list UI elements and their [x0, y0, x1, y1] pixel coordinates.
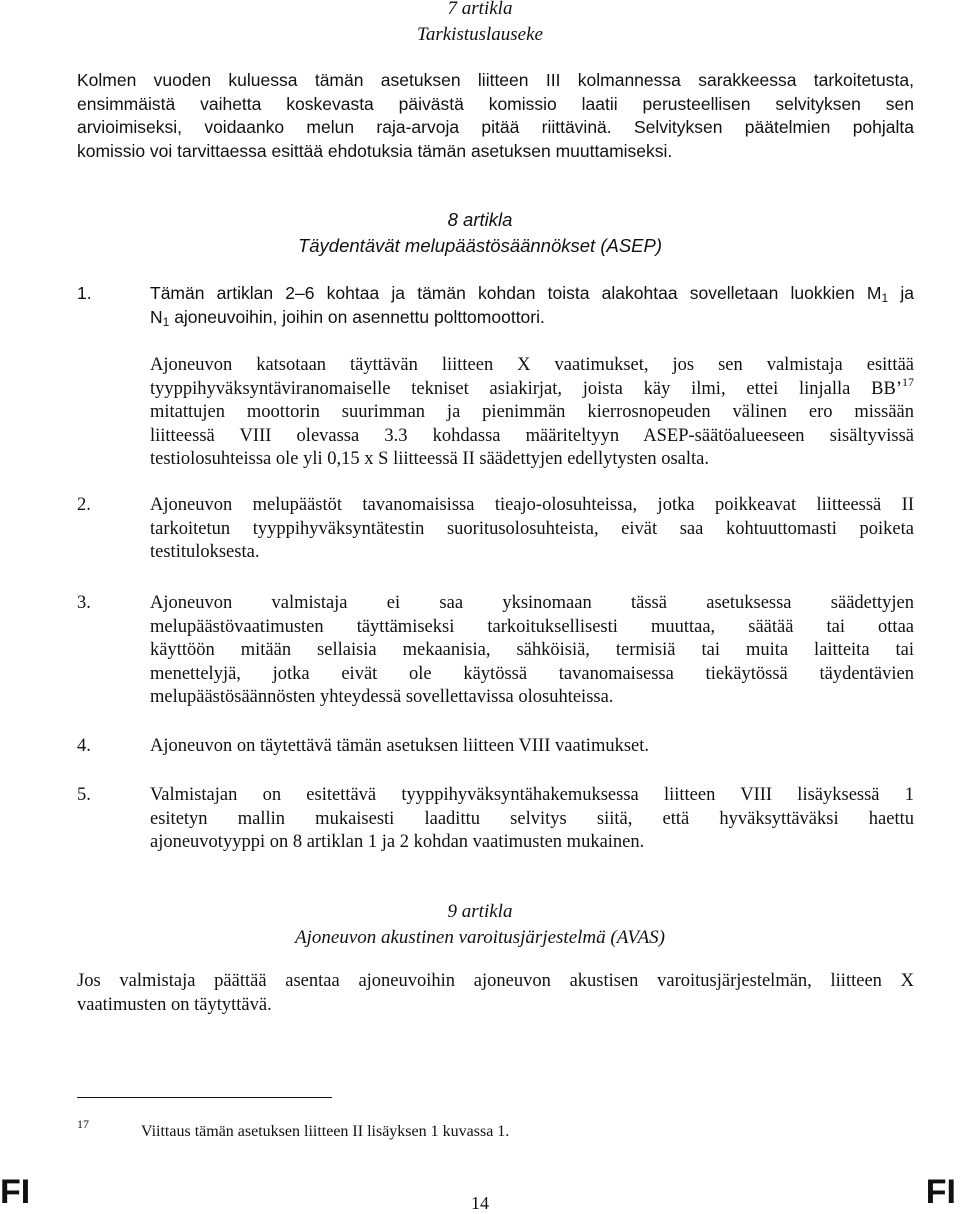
footnote-separator	[77, 1097, 332, 1098]
article-8-number: 8 artikla	[447, 209, 513, 230]
text-line: Jos valmistaja päättää asentaa ajoneuvoihin ajoneuvon akustisen varoitusjärjestelmän, liitteen X	[77, 971, 914, 991]
text-line: tyyppihyväksyntäviranomaiselle tekniset asiakirjat, joista käy ilmi, ettei linjalla BB’$^{17}$	[150, 374, 914, 399]
text-line: mitattujen moottorin suurimman ja pienimmän kierrosnopeuden välinen ero missään	[150, 402, 914, 422]
footer-language-right: FI	[925, 1173, 956, 1211]
text-line: testiolosuhteissa ole yli 0,15 x S liitteessä II säädettyjen edellytysten osalta.	[150, 449, 710, 469]
text-line: Ajoneuvon on täytettävä tämän asetuksen liitteen VIII vaatimukset.	[150, 736, 650, 756]
text-line: testituloksesta.	[150, 542, 260, 562]
article-7-title: Tarkistuslauseke	[417, 24, 543, 45]
text-line: Ajoneuvon valmistaja ei saa yksinomaan tässä asetuksessa säädettyjen	[150, 593, 914, 613]
article-8-heading	[0, 207, 960, 259]
footer-language-left: FI	[0, 1173, 31, 1211]
footnote-number: 17	[77, 1117, 89, 1131]
text-line: vaatimusten on täytyttävä.	[77, 994, 272, 1015]
footnote-text: Viittaus tämän asetuksen liitteen II lisäyksen 1 kuvassa 1.	[141, 1123, 510, 1140]
text-line: Ajoneuvon melupäästöt tavanomaisissa tieajo-olosuhteissa, jotka poikkeavat liitteessä II	[150, 495, 914, 515]
paragraph-number: 2.	[77, 495, 91, 515]
text-line: ensimmäistä vaihetta koskevasta päivästä komissio laatii perusteellisen selvityksen sen	[77, 93, 914, 114]
paragraph-number: 4.	[77, 736, 91, 756]
footnote-reference[interactable]: 17	[902, 374, 914, 389]
article-9-title: Ajoneuvon akustinen varoitusjärjestelmä (AVAS)	[295, 927, 665, 948]
text-line: käyttöön mitään sellaisia mekaanisia, sähköisiä, termisiä tai muita laitteita tai	[150, 640, 914, 660]
text-line: tarkoitetun tyyppihyväksyntätestin suoritusolosuhteista, eivät saa kohtuuttomasti poiketa	[150, 518, 914, 539]
article-8-paragraph-1-subparagraph	[150, 354, 914, 472]
article-7-number: 7 artikla	[447, 0, 513, 19]
text-line: $N_1$ ajoneuvoihin, joihin on asennettu polttomoottori.	[150, 306, 545, 329]
text-line: liitteessä VIII olevassa 3.3 kohdassa määriteltyyn ASEP-säätöalueeseen sisältyvissä	[150, 425, 914, 446]
text-line: menettelyjä, jotka eivät ole käytössä tavanomaisessa tiekäytössä täydentävien	[150, 663, 914, 684]
text-line: esitetyn mallin mukaisesti laadittu selvitys siitä, että hyväksyttäväksi haettu	[150, 808, 914, 829]
paragraph-number: 3.	[77, 593, 91, 613]
article-9-number: 9 artikla	[447, 901, 513, 922]
text-line: Tämän artiklan 2–6 kohtaa ja tämän kohdan toista alakohtaa sovelletaan luokkien $M_1$ ja	[150, 283, 914, 305]
text-line: Valmistajan on esitettävä tyyppihyväksyntähakemuksessa liitteen VIII lisäyksessä 1	[150, 785, 914, 805]
text-line: Kolmen vuoden kuluessa tämän asetuksen liitteen III kolmannessa sarakkeessa tarkoitetusta,	[77, 70, 914, 90]
text-line: ajoneuvotyyppi on 8 artiklan 1 ja 2 kohdan vaatimusten mukainen.	[150, 832, 645, 852]
footer-page-number: 14	[471, 1193, 489, 1213]
article-9-heading	[0, 899, 960, 951]
text-line: komissio voi tarvittaessa esittää ehdotuksia tämän asetuksen muuttamiseksi.	[77, 140, 673, 161]
paragraph-number: 1.	[77, 283, 92, 303]
text-line: melupäästösäännösten yhteydessä sovellettavissa olosuhteissa.	[150, 687, 614, 707]
text-line: melupäästövaatimusten täyttämiseksi tarkoituksellisesti muuttaa, säätää tai ottaa	[150, 616, 914, 637]
text-line: arvioimiseksi, voidaanko melun raja-arvoja pitää riittävinä. Selvityksen päätelmien pohjalta	[77, 117, 914, 137]
paragraph-number: 5.	[77, 785, 91, 805]
article-9-body	[77, 970, 914, 1017]
article-7-body	[77, 69, 914, 163]
article-8-title: Täydentävät melupäästösäännökset (ASEP)	[297, 235, 663, 256]
article-7-heading	[0, 0, 960, 48]
text-line: Ajoneuvon katsotaan täyttävän liitteen X vaatimukset, jos sen valmistaja esittää	[150, 355, 914, 375]
